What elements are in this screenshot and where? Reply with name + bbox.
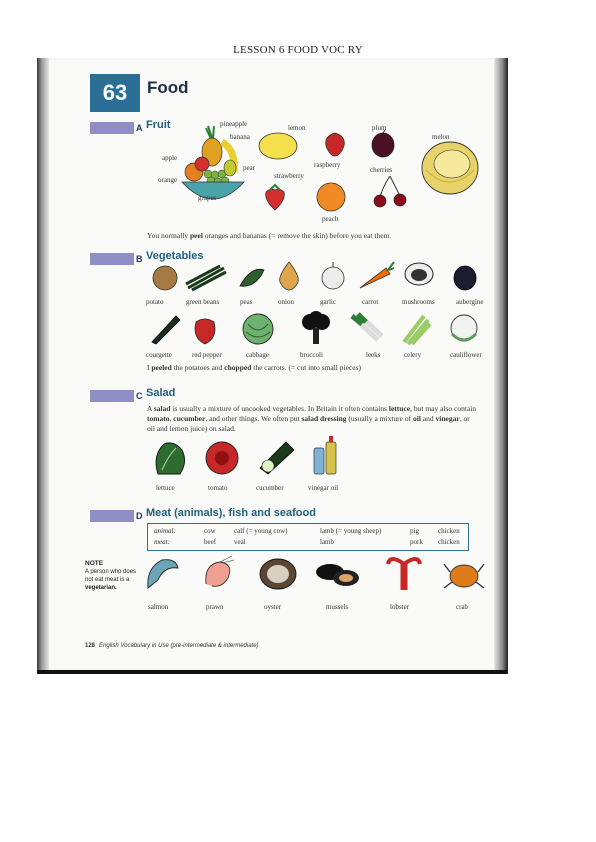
label-mussels: mussels bbox=[326, 603, 349, 611]
meat-beef: beef bbox=[204, 538, 217, 546]
melon-icon bbox=[420, 140, 480, 196]
label-mushrooms: mushrooms bbox=[402, 298, 435, 306]
label-pear: pear bbox=[243, 164, 256, 172]
lobster-icon bbox=[382, 550, 426, 594]
peach-icon bbox=[314, 180, 348, 212]
meat-chicken: chicken bbox=[438, 538, 460, 546]
salmon-icon bbox=[142, 554, 182, 594]
meat-table bbox=[147, 523, 469, 551]
section-a-title: Fruit bbox=[146, 119, 171, 131]
book-title: English Vocabulary in Use (pre-intermediate & intermediate) bbox=[99, 643, 259, 649]
courgette-icon bbox=[148, 312, 182, 346]
label-plum: plum bbox=[372, 124, 387, 132]
cauliflower-icon bbox=[446, 312, 482, 344]
label-apple: apple bbox=[162, 154, 178, 162]
label-garlic: garlic bbox=[320, 298, 336, 306]
cherries-icon bbox=[370, 174, 410, 210]
meat-label: meat: bbox=[154, 538, 170, 546]
section-b-sentence: I peeled the potatoes and chopped the carrots. (= cut into small pieces) bbox=[147, 363, 362, 372]
label-cauliflower: cauliflower bbox=[450, 351, 482, 359]
aubergine-icon bbox=[450, 260, 480, 292]
green-beans-icon bbox=[184, 264, 228, 292]
section-d-bar bbox=[90, 510, 134, 522]
section-c-letter: C bbox=[136, 391, 143, 401]
animal-lamb: lamb (= young sheep) bbox=[320, 527, 382, 535]
plum-icon bbox=[370, 130, 396, 158]
animal-chicken: chicken bbox=[438, 527, 460, 535]
label-onion: onion bbox=[278, 298, 294, 306]
scan-edge-right bbox=[494, 58, 508, 674]
label-banana: banana bbox=[230, 133, 250, 141]
label-aubergine: aubergine bbox=[456, 298, 484, 306]
label-raspberry: raspberry bbox=[314, 161, 341, 169]
crab-icon bbox=[442, 554, 486, 594]
unit-number: 63 bbox=[90, 74, 140, 112]
section-a-bar bbox=[90, 122, 134, 134]
label-cabbage: cabbage bbox=[246, 351, 269, 359]
label-prawn: prawn bbox=[206, 603, 224, 611]
section-a-letter: A bbox=[136, 123, 143, 133]
label-strawberry: strawberry bbox=[274, 172, 304, 180]
page-number: 128 bbox=[85, 643, 96, 649]
meat-pork: pork bbox=[410, 538, 423, 546]
label-salmon: salmon bbox=[148, 603, 169, 611]
meat-veal: veal bbox=[234, 538, 246, 546]
label-leeks: leeks bbox=[366, 351, 381, 359]
animal-label: animal: bbox=[154, 527, 176, 535]
cucumber-icon bbox=[256, 438, 296, 476]
label-melon: melon bbox=[432, 133, 450, 141]
label-oyster: oyster bbox=[264, 603, 282, 611]
label-pineapple: pineapple bbox=[220, 120, 248, 128]
label-potato: potato bbox=[146, 298, 164, 306]
section-a-sentence: You normally peel oranges and bananas (= remove the skin) before you eat them. bbox=[147, 231, 392, 240]
note-text: A person who does not eat meat is a bbox=[85, 569, 137, 583]
raspberry-icon bbox=[322, 130, 348, 158]
animal-calf: calf (= young cow) bbox=[234, 527, 288, 535]
section-b-bar bbox=[90, 253, 134, 265]
label-lemon: lemon bbox=[288, 124, 306, 132]
oyster-icon bbox=[258, 556, 298, 592]
label-peach: peach bbox=[322, 215, 339, 223]
section-c-paragraph: A salad is usually a mixture of uncooked vegetables. In Britain it often contains lettuce, but may also contain tomato, cucumber, and other things. We often put salad dressing (usually a mixture of oil and vinegar, or oil and lemon juice) on salad. bbox=[147, 404, 477, 433]
note-bold: vegetarian. bbox=[85, 585, 117, 591]
note-box bbox=[85, 560, 140, 592]
label-broccoli: broccoli bbox=[300, 351, 323, 359]
label-courgette: courgette bbox=[146, 351, 172, 359]
section-b-letter: B bbox=[136, 254, 143, 264]
strawberry-icon bbox=[262, 182, 288, 212]
book-page bbox=[50, 60, 494, 668]
section-c-bar bbox=[90, 390, 134, 402]
meat-lamb: lamb bbox=[320, 538, 334, 546]
leeks-icon bbox=[348, 310, 388, 346]
document-title: LESSON 6 FOOD VOC RY bbox=[233, 44, 363, 56]
page-footer bbox=[85, 643, 259, 649]
note-title: NOTE bbox=[85, 560, 104, 567]
prawn-icon bbox=[198, 554, 238, 594]
section-d-letter: D bbox=[136, 511, 143, 521]
lemon-icon bbox=[256, 130, 300, 162]
peas-icon bbox=[236, 264, 266, 292]
cabbage-icon bbox=[238, 310, 278, 346]
section-c-title: Salad bbox=[146, 387, 176, 399]
label-cucumber: cucumber bbox=[256, 484, 284, 492]
label-green-beans: green beans bbox=[186, 298, 220, 306]
label-celery: celery bbox=[404, 351, 422, 359]
broccoli-icon bbox=[298, 310, 334, 346]
lettuce-icon bbox=[150, 438, 190, 478]
animal-pig: pig bbox=[410, 527, 419, 535]
section-d-title: Meat (animals), fish and seafood bbox=[146, 507, 316, 519]
section-b-title: Vegetables bbox=[146, 250, 204, 262]
potato-icon bbox=[150, 264, 180, 292]
label-red-pepper: red pepper bbox=[192, 351, 222, 359]
scan-bottom-edge bbox=[37, 670, 507, 674]
label-lettuce: lettuce bbox=[156, 484, 175, 492]
label-vinegar-oil: vinegar oil bbox=[308, 484, 339, 492]
label-peas: peas bbox=[240, 298, 253, 306]
onion-icon bbox=[274, 260, 304, 292]
garlic-icon bbox=[318, 260, 348, 292]
carrot-icon bbox=[356, 260, 396, 292]
animal-cow: cow bbox=[204, 527, 216, 535]
celery-icon bbox=[398, 310, 434, 346]
mussels-icon bbox=[314, 558, 360, 590]
tomato-icon bbox=[204, 438, 240, 476]
label-orange: orange bbox=[158, 176, 178, 184]
label-cherries: cherries bbox=[370, 166, 393, 174]
label-carrot: carrot bbox=[362, 298, 379, 306]
red-pepper-icon bbox=[190, 314, 220, 346]
label-grapes: grapes bbox=[198, 194, 217, 202]
label-crab: crab bbox=[456, 603, 469, 611]
mushrooms-icon bbox=[402, 260, 436, 292]
unit-title: Food bbox=[147, 78, 189, 97]
label-lobster: lobster bbox=[390, 603, 410, 611]
label-tomato: tomato bbox=[208, 484, 228, 492]
vinegar-oil-icon bbox=[310, 432, 340, 476]
scan-edge-left bbox=[37, 58, 49, 674]
